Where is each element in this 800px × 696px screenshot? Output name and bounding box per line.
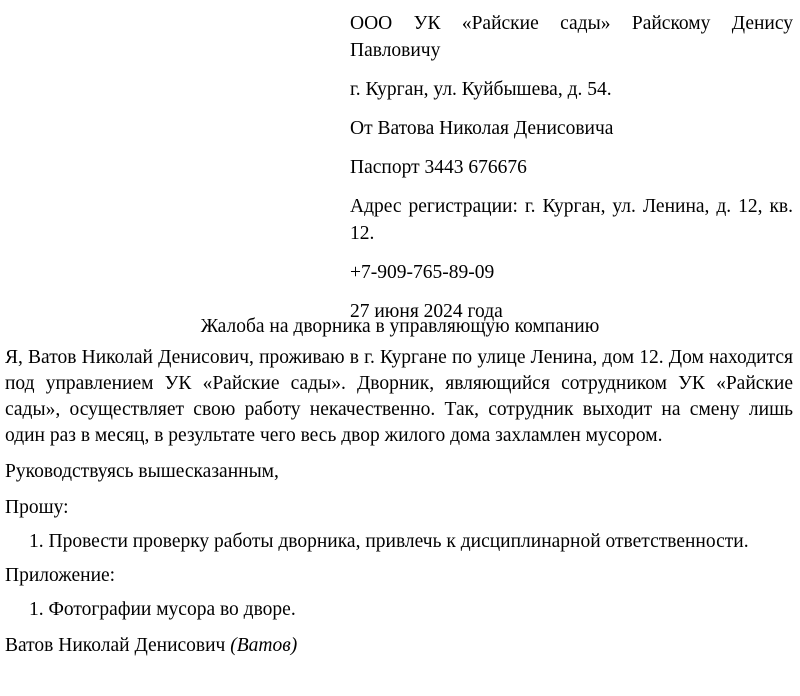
sender-name: От Ватова Николая Денисовича [350,118,614,139]
attachment-item-1: 1. Фотографии мусора во дворе. [29,599,296,620]
document-body [5,345,793,659]
signature-name: Ватов Николай Денисович [5,635,226,656]
sender-phone: +7-909-765-89-09 [350,262,495,283]
request-item-1: 1. Провести проверку работы дворника, привлечь к дисциплинарной ответственности. [29,531,749,552]
sender-registration-address: Адрес регистрации: г. Курган, ул. Ленина, д. 12, кв. 12. [350,196,793,244]
document-title: Жалоба на дворника в управляющую компанию [200,316,600,337]
sender-passport: Паспорт 3443 676676 [350,157,527,178]
addressee-address: г. Курган, ул. Куйбышева, д. 54. [350,79,612,100]
document-date: 27 июня 2024 года [350,301,503,322]
signature-line [5,633,793,659]
complaint-paragraph: Я, Ватов Николай Денисович, проживаю в г. Кургане по улице Ленина, дом 12. Дом находится под управлением УК «Райские сады». Дворник, являющийся сотрудником УК «Райские сады», осуществляет свою работу некачественно. Так, сотрудник выходит на смену лишь один раз в месяц, в результате чего весь двор жилого дома захламлен мусором. [5,347,793,446]
guided-by-line: Руководствуясь вышесказанным, [5,461,279,482]
signature-handwritten: (Ватов) [230,635,298,656]
addressee-block [350,10,793,337]
attachment-label: Приложение: [5,565,116,586]
addressee-company: ООО УК «Райские сады» Райскому Денису Павловичу [350,13,793,61]
request-label: Прошу: [5,497,69,518]
